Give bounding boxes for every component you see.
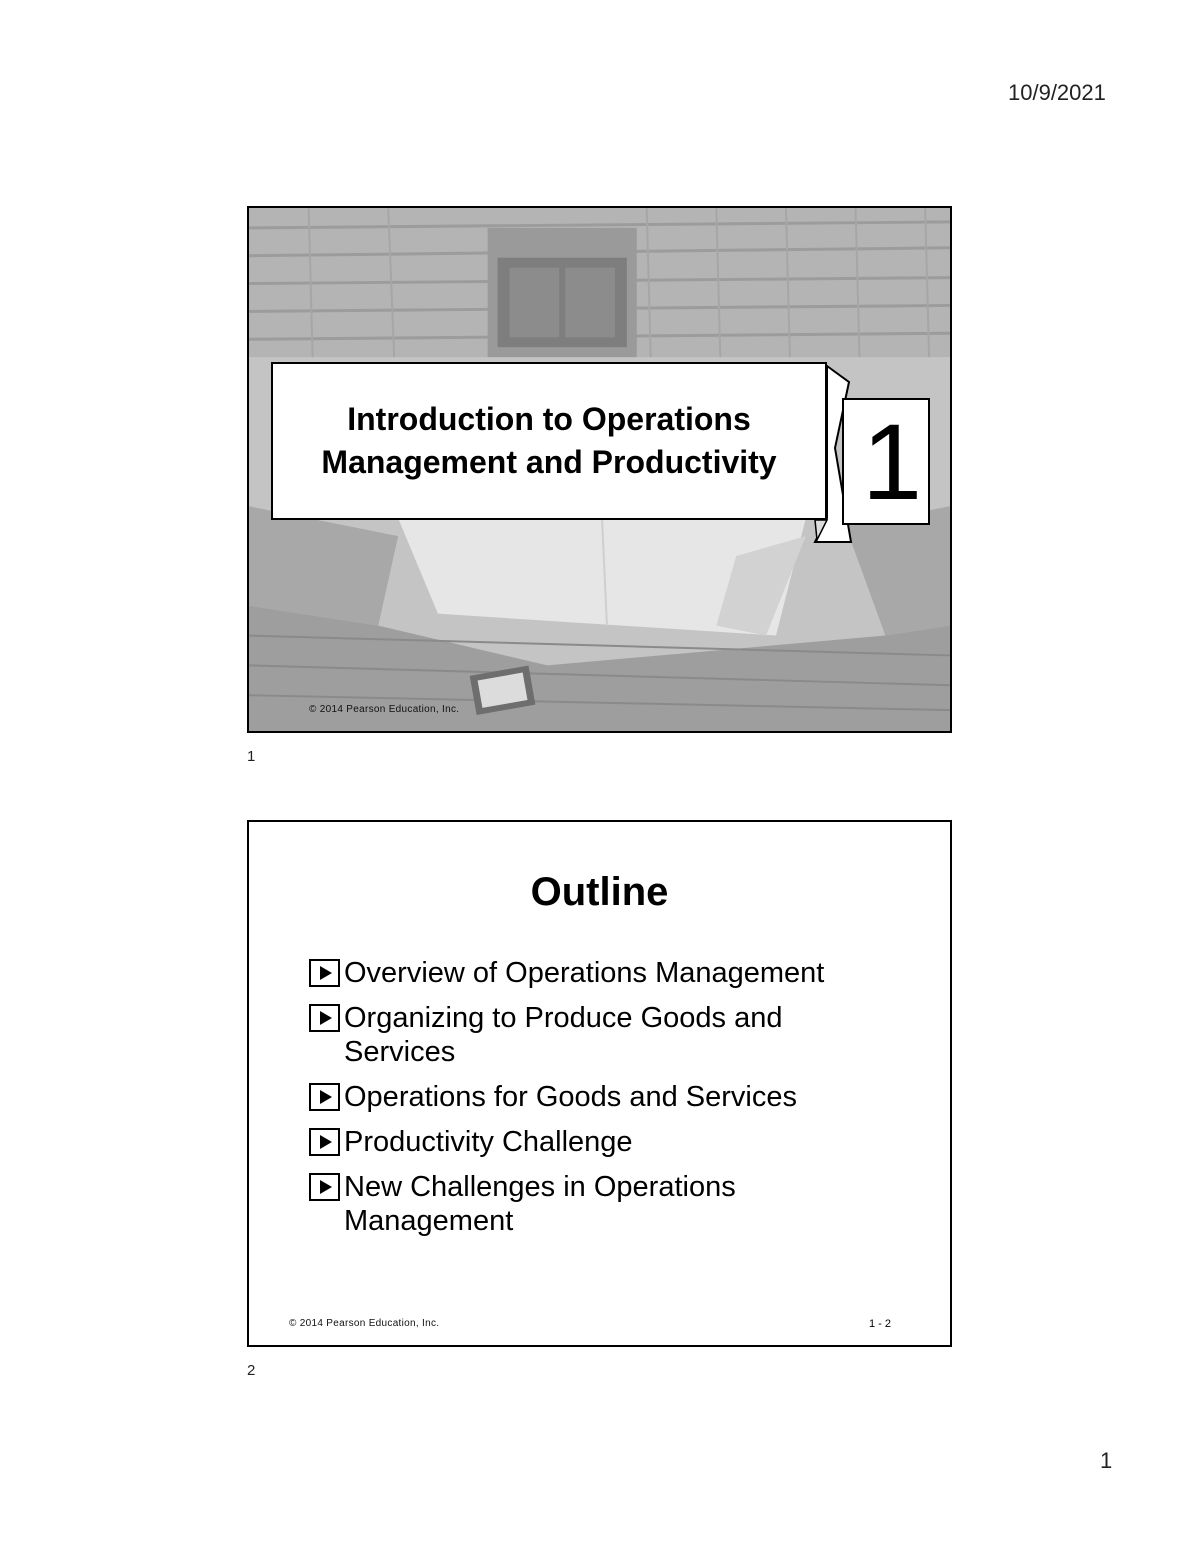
arrow-right-icon [309,959,340,987]
copyright: © 2014 Pearson Education, Inc. [289,1318,440,1329]
slide-title: Introduction to Operations Management and Productivity [321,401,777,480]
copyright: © 2014 Pearson Education, Inc. [309,704,460,715]
page-date: 10/9/2021 [1008,80,1106,105]
page-number: 1 [1100,1448,1113,1473]
slide-title: Outline [530,870,669,914]
arrow-right-icon [309,1173,340,1201]
slide-title-box [271,362,827,520]
list-item [309,1080,889,1114]
slide-index-2: 2 [247,1362,256,1379]
arrow-right-icon [309,1004,340,1032]
chapter-number-box [842,398,930,525]
list-item-text: Operations for Goods and Services [344,1081,797,1113]
arrow-right-icon [309,1083,340,1111]
arrow-right-icon [309,1128,340,1156]
chapter-number: 1 [861,400,923,522]
list-item [309,1170,889,1238]
slide-1 [247,206,952,733]
slide-index-1: 1 [247,748,256,765]
list-item [309,1001,889,1069]
slide-2 [247,820,952,1347]
list-item-text: Organizing to Produce Goods and Services [344,1002,783,1068]
list-item [309,956,889,990]
list-item-text: New Challenges in Operations Management [344,1171,736,1237]
list-item [309,1125,889,1159]
outline-list [309,956,889,1249]
slide-reference: 1 - 2 [869,1318,892,1330]
list-item-text: Productivity Challenge [344,1126,633,1158]
list-item-text: Overview of Operations Management [344,957,825,989]
